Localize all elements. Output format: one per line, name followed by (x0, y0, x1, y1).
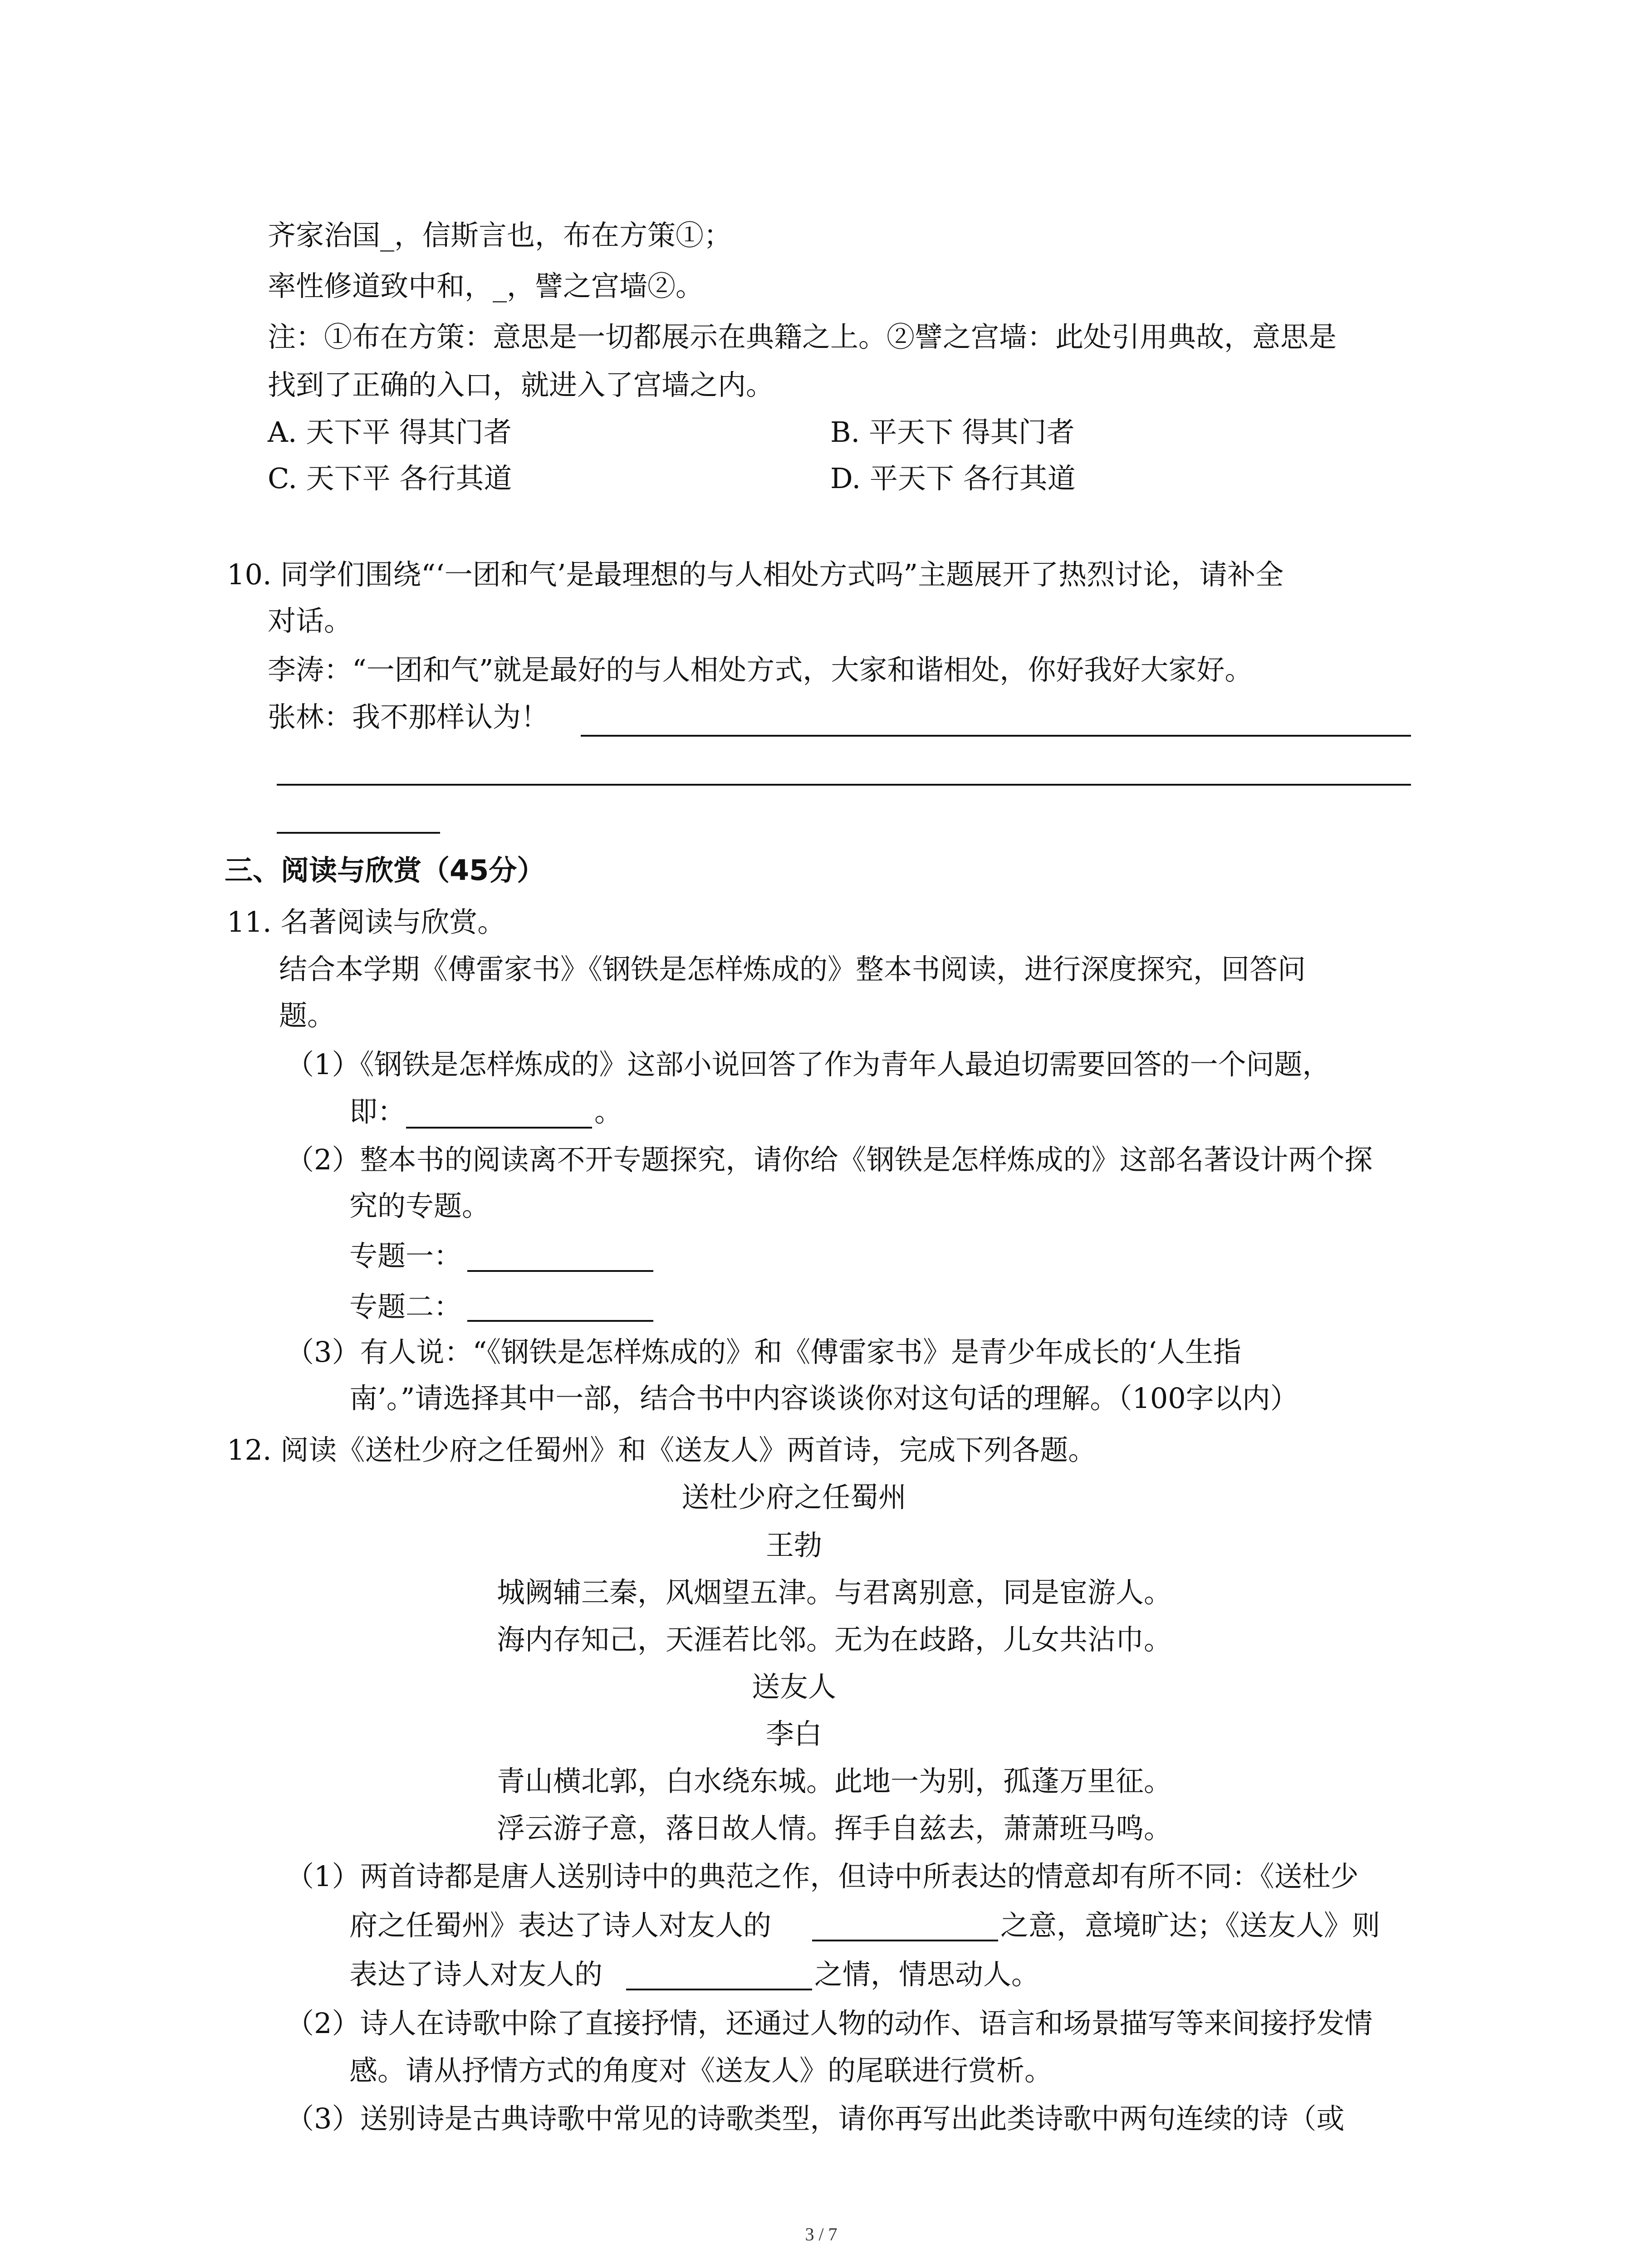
q12-part-1-line-3-start: 表达了诗人对友人的 (349, 1958, 603, 1991)
q11-part-1-line-2-start: 即： (349, 1095, 406, 1128)
poem-2-title: 送友人 (751, 1670, 836, 1703)
q9-option-c[interactable]: C. 天下平 各行其道 (268, 462, 512, 495)
q12-part-1-blank-1[interactable] (812, 1940, 998, 1941)
q12-title: 12. 阅读《送杜少府之任蜀州》和《送友人》两首诗，完成下列各题。 (227, 1433, 1097, 1466)
q12-part-3-line-1: （3）送别诗是古典诗歌中常见的诗歌类型，请你再写出此类诗歌中两句连续的诗（或 (286, 2102, 1345, 2135)
poem-1-line-2: 海内存知己，天涯若比邻。无为在歧路，儿女共沾巾。 (497, 1623, 1172, 1656)
page-number: 3 / 7 (805, 2224, 838, 2244)
q10-answer-blank-3[interactable] (277, 832, 440, 834)
poem-1-line-1: 城阙辅三秦，风烟望五津。与君离别意，同是宦游人。 (497, 1576, 1172, 1609)
q11-topic-1-label: 专题一： (349, 1239, 462, 1272)
section-3-heading: 三、阅读与欣赏（45分） (225, 854, 545, 887)
q9-note-line-1: 注：①布在方策：意思是一切都展示在典籍之上。②譬之宫墙：此处引用典故，意思是 (268, 320, 1337, 353)
q11-title: 11. 名著阅读与欣赏。 (227, 905, 506, 938)
poem-2-line-2: 浮云游子意，落日故人情。挥手自兹去，萧萧班马鸣。 (497, 1812, 1172, 1845)
q11-intro-line-1: 结合本学期《傅雷家书》《钢铁是怎样炼成的》整本书阅读，进行深度探究，回答问 (279, 953, 1306, 986)
poem-2-line-1: 青山横北郭，白水绕东城。此地一为别，孤蓬万里征。 (497, 1765, 1172, 1798)
q12-part-1-blank-2[interactable] (626, 1989, 812, 1990)
q9-option-b[interactable]: B. 平天下 得其门者 (830, 415, 1075, 449)
q12-part-1-line-2-start: 府之任蜀州》表达了诗人对友人的 (349, 1909, 772, 1942)
q9-line-2: 率性修道致中和，_，譬之宫墙②。 (268, 269, 704, 303)
q11-intro-line-2: 题。 (279, 999, 336, 1032)
q11-part-3-line-2: 南’。”请选择其中一部，结合书中内容谈谈你对这句话的理解。（100字以内） (349, 1382, 1298, 1415)
poem-2-author: 李白 (765, 1717, 822, 1750)
q10-li-tao-line: 李涛：“一团和气”就是最好的与人相处方式，大家和谐相处，你好我好大家好。 (268, 653, 1253, 686)
q11-topic-2-blank[interactable] (467, 1320, 653, 1322)
q10-answer-blank-2[interactable] (277, 784, 1411, 786)
q12-part-1-line-1: （1）两首诗都是唐人送别诗中的典范之作，但诗中所表达的情意却有所不同：《送杜少 (286, 1860, 1359, 1893)
q12-part-2-line-1: （2）诗人在诗歌中除了直接抒情，还通过人物的动作、语言和场景描写等来间接抒发情 (286, 2007, 1373, 2040)
poem-1-title: 送杜少府之任蜀州 (681, 1481, 906, 1514)
q11-part-2-line-2: 究的专题。 (349, 1189, 490, 1222)
q9-note-line-2: 找到了正确的入口，就进入了宫墙之内。 (268, 368, 774, 401)
q11-part-2-line-1: （2）整本书的阅读离不开专题探究，请你给《钢铁是怎样炼成的》这部名著设计两个探 (286, 1143, 1373, 1176)
q10-prompt-line-2: 对话。 (268, 604, 353, 637)
q12-part-1-line-2-end: 之意，意境旷达；《送友人》则 (1000, 1909, 1381, 1942)
q10-prompt-line-1: 10. 同学们围绕“‘一团和气’是最理想的与人相处方式吗”主题展开了热烈讨论，请补全 (227, 558, 1284, 591)
q12-part-2-line-2: 感。请从抒情方式的角度对《送友人》的尾联进行赏析。 (349, 2054, 1053, 2087)
q11-part-1-blank[interactable] (406, 1127, 592, 1129)
poem-1-author: 王勃 (765, 1529, 822, 1562)
q11-part-1-line-2-end: 。 (594, 1095, 623, 1128)
q11-topic-2-label: 专题二： (349, 1290, 462, 1323)
q9-option-d[interactable]: D. 平天下 各行其道 (830, 462, 1076, 495)
q10-zhang-lin-line: 张林：我不那样认为！ (268, 700, 549, 733)
q11-part-3-line-1: （3）有人说：“《钢铁是怎样炼成的》和《傅雷家书》是青少年成长的‘人生指 (286, 1335, 1241, 1369)
q11-part-1-line-1: （1）《钢铁是怎样炼成的》这部小说回答了作为青年人最迫切需要回答的一个问题， (286, 1048, 1331, 1081)
q12-part-1-line-3-end: 之情，情思动人。 (814, 1958, 1040, 1991)
q9-option-a[interactable]: A. 天下平 得其门者 (268, 415, 512, 449)
q10-answer-blank-1[interactable] (581, 735, 1411, 737)
q11-topic-1-blank[interactable] (467, 1270, 653, 1272)
q9-line-1: 齐家治国_，信斯言也，布在方策①； (268, 219, 732, 252)
